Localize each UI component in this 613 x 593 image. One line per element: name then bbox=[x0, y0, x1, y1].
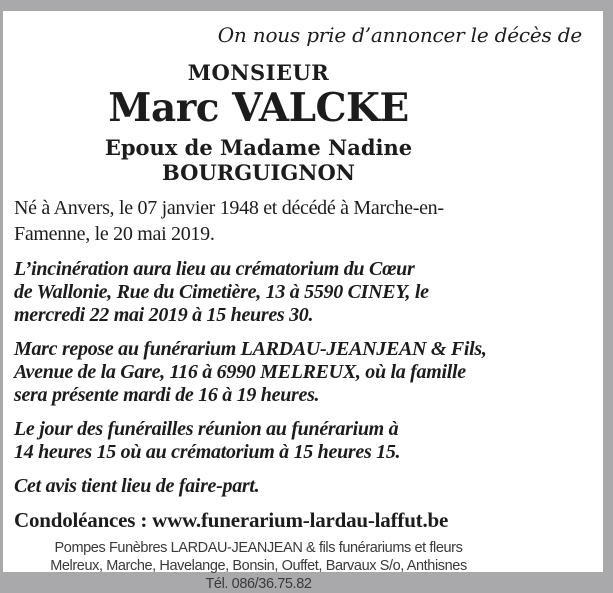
funeral-day-line-1: Le jour des funérailles réunion au funérarium à bbox=[14, 418, 399, 440]
footer-line-2: Melreux, Marche, Havelange, Bonsin, Ouffet, Barvaux S/o, Anthisnes bbox=[50, 558, 467, 574]
obituary-notice-card bbox=[3, 11, 603, 592]
funeral-home-footer bbox=[14, 539, 503, 593]
condolences-line: Condoléances : www.funerarium-lardau-laffut.be bbox=[14, 508, 449, 532]
cremation-line-1: L’incinération aura lieu au crématorium du Cœur bbox=[14, 258, 415, 280]
spouse-line: Epoux de Madame Nadine BOURGUIGNON bbox=[104, 135, 413, 185]
funeral-day-line-2: 14 heures 15 où au crématorium à 15 heures 15. bbox=[14, 441, 401, 463]
repose-line-1: Marc repose au funérarium LARDAU-JEANJEAN & Fils, bbox=[14, 338, 487, 360]
birth-death-line-1: Né à Anvers, le 07 janvier 1948 et décédé à Marche-en- bbox=[14, 197, 444, 219]
cremation-paragraph bbox=[14, 258, 503, 327]
cremation-line-3: mercredi 22 mai 2019 à 15 heures 30. bbox=[14, 304, 314, 326]
faire-part-line bbox=[14, 475, 503, 498]
notice-column bbox=[14, 61, 503, 593]
birth-death-paragraph bbox=[14, 195, 503, 247]
footer-line-3: Tél. 086/36.75.82 bbox=[205, 576, 312, 592]
repose-line-3: sera présente mardi de 16 à 19 heures. bbox=[14, 384, 320, 406]
cremation-line-2: de Wallonie, Rue du Cimetière, 13 à 5590 CINEY, le bbox=[14, 281, 429, 303]
faire-part-text: Cet avis tient lieu de faire-part. bbox=[14, 475, 260, 497]
funeral-day-paragraph bbox=[14, 418, 503, 464]
repose-paragraph bbox=[14, 338, 503, 407]
deceased-name: Marc VALCKE bbox=[108, 85, 409, 131]
footer-line-1: Pompes Funèbres LARDAU-JEANJEAN & fils funérariums et fleurs bbox=[54, 540, 463, 556]
intro-line: On nous prie d’annoncer le décès de bbox=[217, 23, 582, 47]
honorific-title: MONSIEUR bbox=[187, 60, 330, 85]
birth-death-line-2: Famenne, le 20 mai 2019. bbox=[14, 223, 215, 245]
repose-line-2: Avenue de la Gare, 116 à 6990 MELREUX, où la famille bbox=[14, 361, 466, 383]
